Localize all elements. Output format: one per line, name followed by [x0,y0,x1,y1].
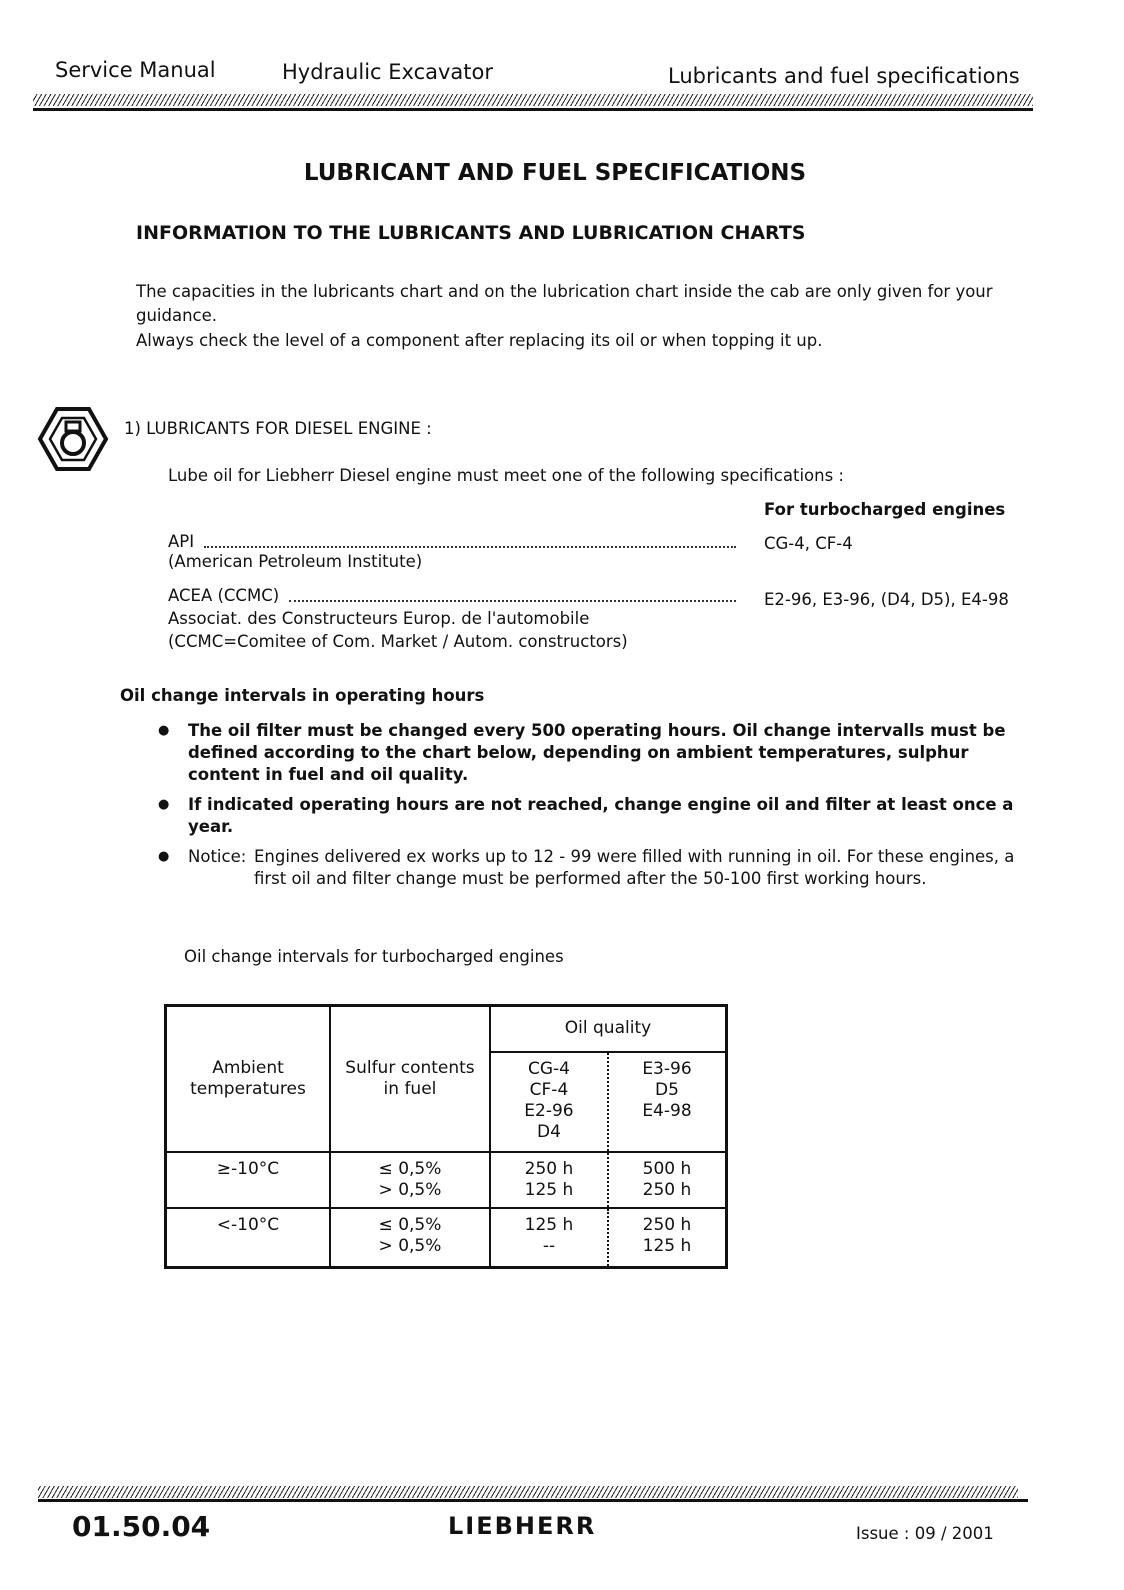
header-rule [33,108,1033,111]
footer-rule [38,1499,1028,1502]
sulfur-value: > 0,5% [378,1235,442,1256]
page-code: 01.50.04 [72,1510,211,1543]
api-label: API [168,532,195,551]
sulfur-value: ≤ 0,5% [378,1158,442,1179]
interval-value: 250 h [524,1158,574,1179]
interval-value: -- [542,1235,556,1256]
acea-value: E2-96, E3-96, (D4, D5), E4-98 [764,590,1009,609]
quality-group-1 [490,1052,608,1152]
api-description: (American Petroleum Institute) [168,552,423,571]
interval-value: 500 h [642,1158,692,1179]
quality-group-2 [608,1052,727,1152]
header-right: Lubricants and fuel specifications [668,64,1020,88]
table-row [166,1152,727,1208]
section-subtitle: INFORMATION TO THE LUBRICANTS AND LUBRICATION CHARTS [136,222,806,244]
temp-cell: ≥-10°C [166,1152,330,1208]
footer-hatch [38,1486,1018,1498]
sulfur-value: > 0,5% [378,1179,442,1200]
bullet-notice [158,846,1016,890]
interval-cell [608,1208,727,1268]
quality-e3-96: E3-96 [642,1058,692,1079]
sulfur-value: ≤ 0,5% [378,1214,442,1235]
notice-text: Engines delivered ex works up to 12 - 99 were filled with running in oil. For these engines, a first oil and filter change must be performed after the 50-100 first working hours. [254,847,1015,888]
header-left: Service Manual [55,58,216,82]
intervals-bullet-list [158,720,1016,898]
intervals-heading: Oil change intervals in operating hours [120,686,485,705]
quality-e2-96: E2-96 [524,1100,574,1121]
issue-date: Issue : 09 / 2001 [856,1524,994,1543]
dot-leader [289,600,736,602]
header-ambient: Ambient temperatures [166,1006,330,1152]
header-center: Hydraulic Excavator [282,60,494,84]
liebherr-logo: LIEBHERR [448,1512,597,1540]
sulfur-cell [330,1208,490,1268]
quality-d4: D4 [537,1121,561,1142]
interval-cell [490,1152,608,1208]
intro-paragraph-2: Always check the level of a component after replacing its oil or when topping it up. [136,331,823,350]
acea-spec-row [168,584,746,608]
section1-heading: 1) LUBRICANTS FOR DIESEL ENGINE : [124,419,432,438]
table-caption: Oil change intervals for turbocharged engines [184,947,564,966]
acea-description-1: Associat. des Constructeurs Europ. de l'automobile [168,609,590,628]
interval-cell [490,1208,608,1268]
quality-cg4: CG-4 [527,1058,570,1079]
dot-leader [204,546,736,548]
bullet-oil-filter: ● The oil filter must be changed every 500 operating hours. Oil change intervalls must be defined according to the chart below, depending on ambient temperatures, sulphur content in fuel and oil quality. [158,720,1016,786]
turbocharged-column-header: For turbocharged engines [764,500,1006,519]
header-oil-quality: Oil quality [490,1006,727,1052]
interval-value: 125 h [524,1214,574,1235]
table-row [166,1208,727,1268]
header-hatch [33,94,1033,106]
oil-change-table [164,1004,728,1269]
acea-description-2: (CCMC=Comitee of Com. Market / Autom. constructors) [168,632,628,651]
header-sulfur: Sulfur contents in fuel [330,1006,490,1152]
quality-e4-98: E4-98 [642,1100,692,1121]
interval-cell [608,1152,727,1208]
quality-cf4: CF-4 [529,1079,569,1100]
diesel-engine-icon [36,405,110,473]
notice-label: ● Notice: [188,847,247,866]
acea-label: ACEA (CCMC) [168,586,280,605]
sulfur-cell [330,1152,490,1208]
interval-value: 125 h [524,1179,574,1200]
interval-value: 250 h [642,1179,692,1200]
interval-value: 125 h [642,1235,692,1256]
page-title: LUBRICANT AND FUEL SPECIFICATIONS [303,160,807,186]
interval-value: 250 h [642,1214,692,1235]
quality-d5: D5 [655,1079,679,1100]
bullet-yearly-change: ● If indicated operating hours are not reached, change engine oil and filter at least once a year. [158,794,1016,838]
section1-lead: Lube oil for Liebherr Diesel engine must meet one of the following specifications : [168,466,844,485]
api-value: CG-4, CF-4 [764,534,853,553]
intro-paragraph-1: The capacities in the lubricants chart and on the lubrication chart inside the cab are only given for your guidance. [136,282,993,325]
temp-cell: <-10°C [166,1208,330,1268]
